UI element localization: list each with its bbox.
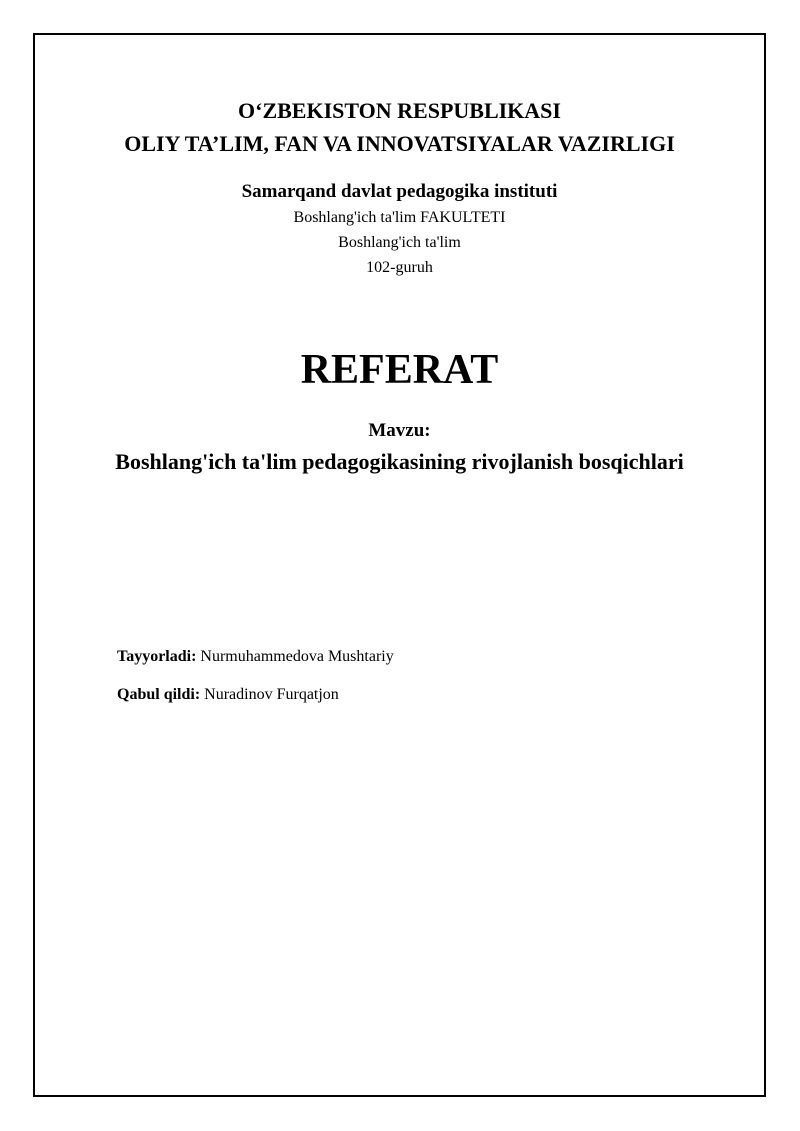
prepared-by-label: Tayyorladi: [117,648,197,665]
prepared-by-field [117,648,394,666]
topic-label: Mavzu: [368,420,431,441]
prepared-by-name: Nurmuhammedova Mushtariy [200,648,394,665]
institute-name: Samarqand davlat pedagogika instituti [241,181,558,202]
department-name: Boshlang'ich ta'lim [338,234,461,251]
accepted-by-name: Nuradinov Furqatjon [204,686,339,703]
accepted-by-label: Qabul qildi: [117,686,201,703]
topic-title: Boshlang'ich ta'lim pedagogikasining rivojlanish bosqichlari [115,449,684,474]
ministry-heading: OLIY TA’LIM, FAN VA INNOVATSIYALAR VAZIRLIGI [124,131,675,156]
group-number: 102-guruh [366,259,433,276]
accepted-by-field [117,686,339,704]
document-type-title: REFERAT [300,347,499,393]
faculty-name: Boshlang'ich ta'lim FAKULTETI [293,209,506,226]
country-heading: O‘ZBEKISTON RESPUBLIKASI [238,98,561,123]
